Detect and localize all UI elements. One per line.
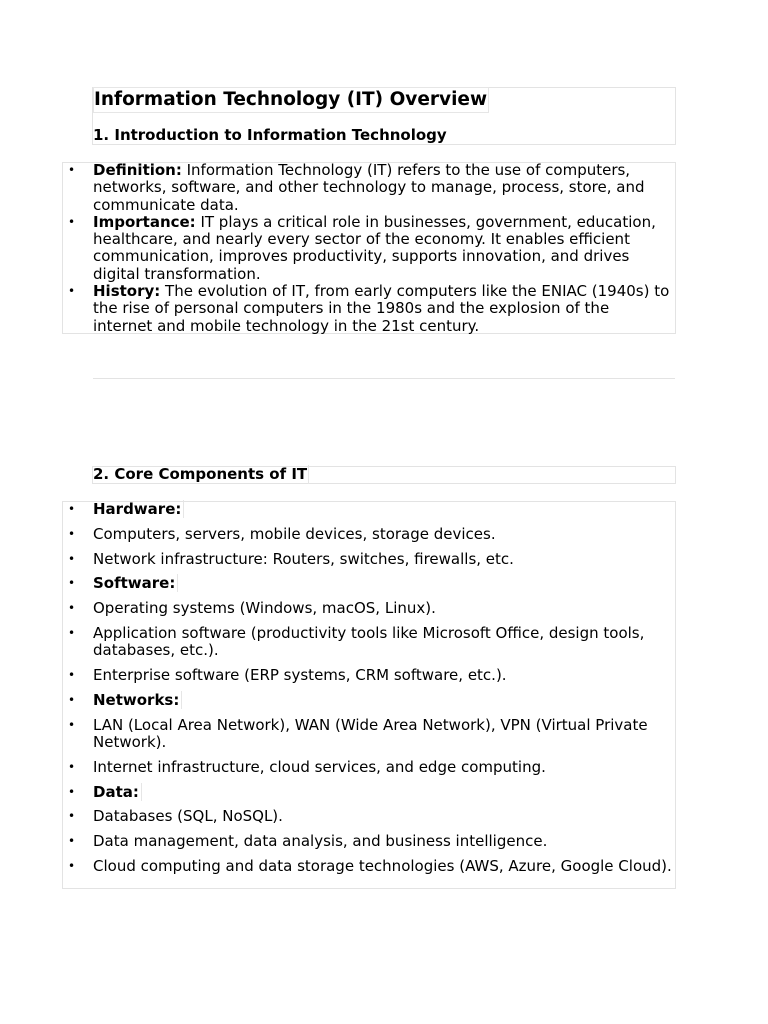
page-title: Information Technology (IT) Overview — [93, 87, 489, 113]
item-label: History: — [93, 282, 161, 301]
list-item-software — [63, 575, 673, 592]
list-item-hardware — [63, 501, 673, 518]
list-item: • Operating systems (Windows, macOS, Linux). — [63, 600, 673, 617]
list-item-definition — [63, 162, 673, 214]
section1-heading: 1. Introduction to Information Technology — [93, 126, 447, 144]
list-item: • Computers, servers, mobile devices, storage devices. — [63, 526, 673, 543]
list-item-importance — [63, 214, 673, 283]
list-item: • Network infrastructure: Routers, switches, firewalls, etc. — [63, 551, 673, 568]
section1-list — [63, 162, 673, 335]
category-label: Hardware: — [93, 500, 184, 518]
list-item: • Databases (SQL, NoSQL). — [63, 808, 673, 825]
list-item-networks — [63, 692, 673, 709]
category-label: Networks: — [93, 691, 182, 709]
section-divider — [93, 378, 675, 379]
item-text: IT plays a critical role in businesses, government, education, healthcare, and nearly every sector of the economy. It enables efficient communication, improves productivity, supports innovation, and drives digital transformation. — [93, 212, 656, 283]
item-text: The evolution of IT, from early computers like the ENIAC (1940s) to the rise of personal computers in the 1980s and the explosion of the internet and mobile technology in the 21st century. — [93, 282, 670, 335]
list-item-history — [63, 283, 673, 335]
item-text: Information Technology (IT) refers to the use of computers, networks, software, and other technology to manage, process, store, and communicate data. — [93, 161, 645, 214]
list-item: • LAN (Local Area Network), WAN (Wide Area Network), VPN (Virtual Private Network). — [63, 717, 673, 752]
list-item-data — [63, 784, 673, 801]
section2-heading: 2. Core Components of IT — [93, 465, 308, 483]
category-label: Software: — [93, 574, 178, 592]
category-label: Data: — [93, 783, 142, 801]
list-item: • Application software (productivity tools like Microsoft Office, design tools, databases, etc.). — [63, 625, 673, 660]
section2-list — [63, 501, 673, 883]
list-item: • Internet infrastructure, cloud services, and edge computing. — [63, 759, 673, 776]
list-item: • Enterprise software (ERP systems, CRM software, etc.). — [63, 667, 673, 684]
list-item: • Data management, data analysis, and business intelligence. — [63, 833, 673, 850]
item-label: Definition: — [93, 161, 182, 179]
item-label: Importance: — [93, 212, 196, 231]
list-item: • Cloud computing and data storage technologies (AWS, Azure, Google Cloud). — [63, 858, 673, 875]
